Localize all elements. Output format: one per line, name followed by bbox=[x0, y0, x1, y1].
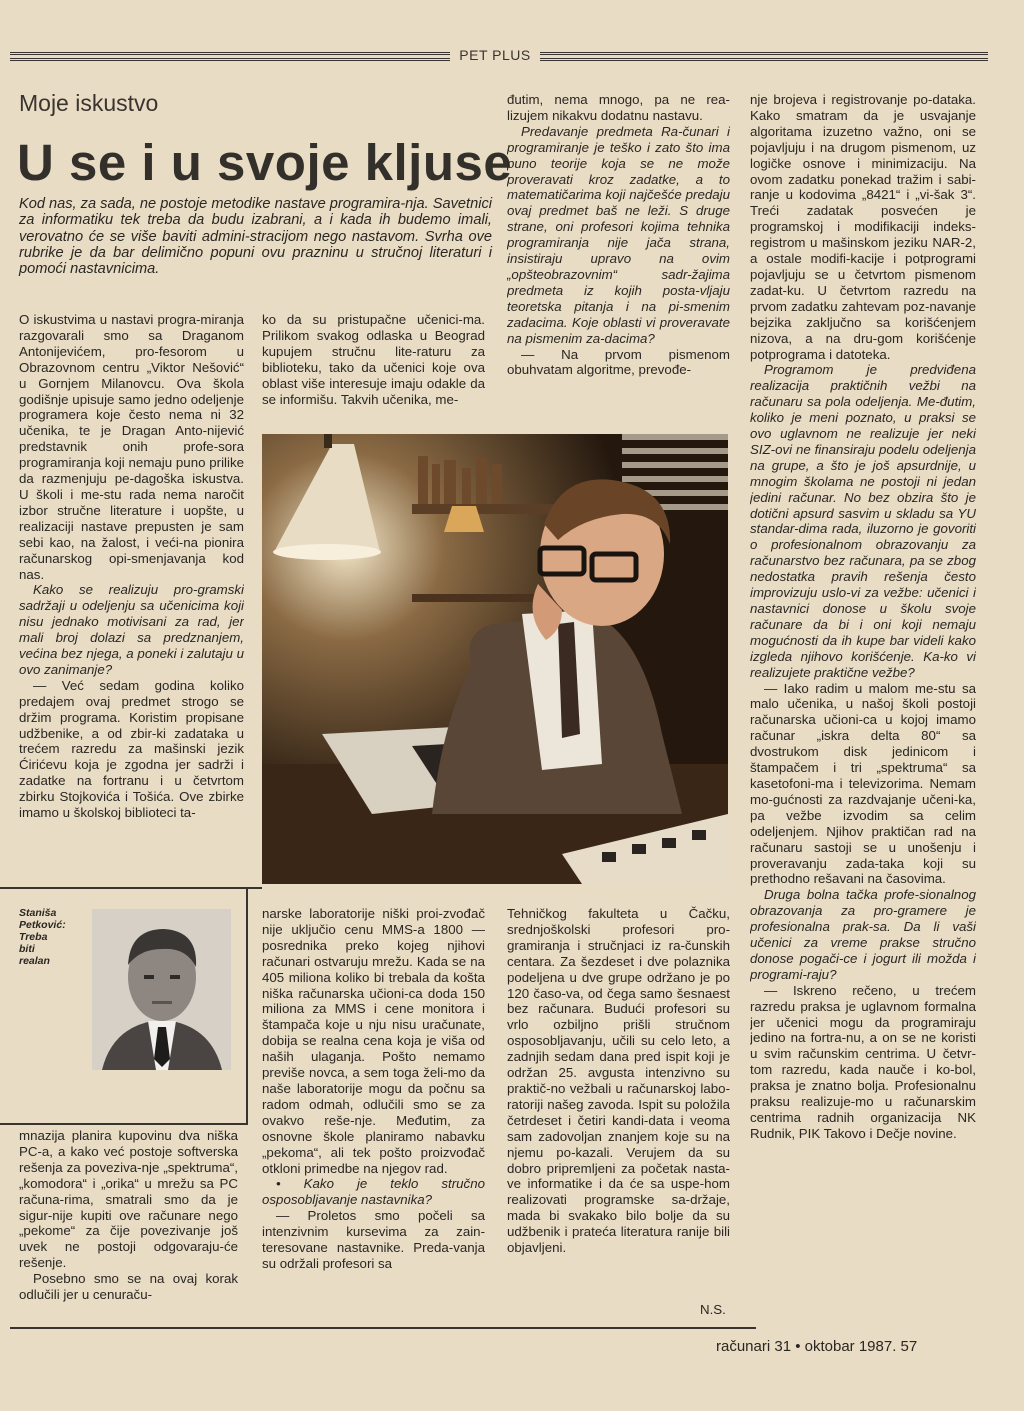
paragraph: Tehničkog fakulteta u Čačku, srednjoškolski profesori pro-gramiranja i stručnjaci iz ra-čunskih centara. Za šezdeset i dve polaznika podeljena u dve grupe održano je po 120 časo-va, od čega samo šesnaest bez računara. Budući profesori su vrlo ozbiljno prišli stručnom osposobljavanju, učili su celo leto, a zadnjih sedam dana pred ispit koji je održan 25. avgusta intenzivno su praktič-no vežbali u računarskoj labo-ratoriji našeg zavoda. Ispit su položila četrdeset i četiri kandi-data i veoma sam zadovoljan znanjem koje su na njemu po-kazali. Verujem da su dobro pripremljeni za početak nasta-ve informatike i da će sa uspe-hom realizovati programske sa-držaje, mada bi svakako bilo bolje da su udžbenik i prateća literatura ranije bili objavljeni. bbox=[507, 906, 730, 1256]
article-title: U se i u svoje kljuse bbox=[17, 134, 513, 191]
caption-line: Staniša bbox=[19, 907, 57, 919]
caption-line: Treba bbox=[19, 931, 48, 943]
column-3 bbox=[507, 92, 730, 432]
paragraph: Posebno smo se na ovaj korak odlučili jer u cenuraču- bbox=[19, 1271, 238, 1303]
portrait-photo bbox=[92, 909, 231, 1070]
column-1 bbox=[19, 312, 244, 884]
paragraph: — Na prvom pismenom obuhvatam algoritme, prevođe- bbox=[507, 346, 730, 378]
question: Programom je predviđena realizacija praktičnih vežbi na računaru sa pola odeljenja. Me-đutim, koliko je meni poznato, u praksi se ovo uglavnom ne realizuje jer neki SIZ-ovi ne finansiraju podelu odeljenja na grupe, a što je još apsurdnije, u mnogim školama ne postoji ni jedan jedini računar. No bez obzira što je dotični apsurd sasvim u skladu sa YU standar-dima rada, iluzorno je govoriti o profesionalnom obrazovanju za računarstvo bez računara, pa se zbog nedostatka pravih rešenja često improvizuju uslo-vi za vežbe: učenici i nastavnici donose u školu svoje računare da bi i oni koji nemaju mogućnosti da ih kupe bar videli kako izgleda njihovo korišćenje. Ka-ko vi realizujete praktične vežbe? bbox=[750, 362, 976, 680]
caption-line: Petković: bbox=[19, 919, 66, 931]
column-2 bbox=[262, 312, 485, 432]
question: Druga bolna tačka profe-sionalnog obrazovanja za pro-gramere je profesionalna prak-sa. Da li vaši učenici za vreme prakse stručno donose pogači-ce i jogurt ili možda i programi-raju? bbox=[750, 887, 976, 982]
question: Predavanje predmeta Ra-čunari i programiranje je teško i zato što ima puno teorije koja se ne može proveravati kroz zadatke, a to matematičarima koji najčešće predaju ovaj predmet baš ne leži. S druge strane, oni profesori kojima tehnika programiranja nije jača strana, insistiraju upravo na ovim „opšteobrazovnim“ sadr-žajima predmeta iz kojih posta-vljaju teoretska pitanja i na pi-smenim zadacima. Koje oblasti vi proveravate na pismenim za-dacima? bbox=[507, 123, 730, 346]
paragraph: — Proletos smo počeli sa intenzivnim kursevima za zain-teresovane nastavnike. Preda-vanja su održali profesori sa bbox=[262, 1208, 485, 1271]
question: Kako se realizuju pro-gramski sadržaji u odeljenju sa učenicima koji nisu jednako motivisani za rad, jer mali broj dolazi sa predznanjem, većina bez njega, a poneki i zalutaju u ovo zanimanje? bbox=[19, 582, 244, 677]
page-footer: računari 31 • oktobar 1987. 57 bbox=[716, 1338, 918, 1355]
question: • Kako je teklo stručno osposobljavanje nastavnika? bbox=[262, 1176, 485, 1208]
section-header: PET PLUS bbox=[459, 47, 531, 63]
caption-line: realan bbox=[19, 955, 50, 967]
paragraph: nje brojeva i registrovanje po-dataka. Kako smatram da je usvajanje algoritama izuzetno važno, oni se pojavljuju i na drugom pismenom, uz logičke osnove i minimizaciju. Na ovom zadatku ponekad tražim i sabi-ranje u kodovima „8421“ i „vi-šak 3“. Treći zadatak posvećen je programskoj i modifikaciji indeks-registrom u mašinskom jeziku NAR-2, a ostale modifi-kacije i potprogrami pojavljuju se u četvrtom pismenom zadat-ku. U četvrtom razredu na prvom zadatku zahtevam poz-navanje bejzika zaključno sa korišćenjem nizova, a na dru-gom korišćenje potprograma i datoteka. bbox=[750, 92, 976, 362]
article-kicker: Moje iskustvo bbox=[19, 90, 159, 116]
author-signature: N.S. bbox=[700, 1302, 726, 1317]
paragraph: O iskustvima u nastavi progra-miranja razgovarali smo sa Draganom Antonijevićem, pro-fesorom u Obrazovnom centru „Viktor Nešović“ u Gornjem Milanovcu. Ova škola godišnje upisuje samo jedno odeljenje programera koje često nema ni 32 učenika, te je Dragan Anto-nijević predstavnik onih profe-sora programiranja koji nemaju puno prilike da razmenjuju pe-dagoška iskustva. U školi i me-stu rada nema naročit izbor stručne literature i uopšte, u realizaciji nastave prepusten je sam sebi kao, na žalost, i veći-na pionira računarskog opi-smenjavanja kod nas. bbox=[19, 312, 244, 582]
paragraph: ko da su pristupačne učenici-ma. Prilikom svakog odlaska u Beograd kupujem stručnu lite-raturu za biblioteku, tako da učenici koje ova oblast više interesuje imaju odakle da se informišu. Takvih učenika, me- bbox=[262, 312, 485, 407]
caption-line: biti bbox=[19, 943, 35, 955]
paragraph: — Već sedam godina koliko predajem ovaj predmet strogo se držim programa. Koristim propisane udžbenike, a od zbir-ki zadataka u trećem razredu za mašinski jezik Ćirićevu koja je zgodna jer sadrži i zadatke na fortranu i u četvrtom zbirku Stojkovića i Tošića. Ove zbirke imamo u školskoj biblioteci ta- bbox=[19, 677, 244, 821]
column-4 bbox=[750, 92, 976, 1330]
photo-caption bbox=[19, 907, 89, 967]
box-rule-top bbox=[0, 887, 262, 889]
photo-illustration bbox=[262, 434, 728, 884]
box-rule-right bbox=[246, 889, 248, 1123]
column-3-bottom bbox=[507, 906, 730, 1302]
paragraph: mnazija planira kupovinu dva niška PC-a, a kako već postoje softverska rešenja za poveziva-nje „spektruma“, „komodora“ i „orika“ u mrežu sa PC računa-rima, smatrali smo da je sigur-nije kupiti ove računare nego „pekome“ za čije povezivanje još uvek ne postoji odgovaraju-će rešenje. bbox=[19, 1128, 238, 1271]
portrait-illustration bbox=[92, 909, 231, 1070]
header-rule-right bbox=[540, 52, 988, 61]
box-rule-bottom bbox=[0, 1123, 248, 1125]
header-rule-left bbox=[10, 52, 450, 61]
photo-boy-at-computer bbox=[262, 434, 728, 884]
column-1-bottom bbox=[19, 1128, 238, 1324]
paragraph: đutim, nema mnogo, pa ne rea-lizujem nikakvu dodatnu nastavu. bbox=[507, 92, 730, 123]
paragraph: — Iako radim u malom me-stu sa malo učenika, u našoj školi postoji računarska učioni-ca u kojoj imamo računar „iskra delta 80“ sa dvostrukom disk jedinicom i štampačem i tri „spektruma“ sa kasetofoni-ma i televizorima. Nemam mo-gućnosti za razdvajanje učeni-ka, pa vežbe izvodim sa celim odeljenjem. Njihov praktičan rad na računaru sastoji se u unošenju i proveravanju zada-taka koji su prethodno rešavani na časovima. bbox=[750, 680, 976, 887]
bottom-rule bbox=[10, 1327, 756, 1329]
paragraph: narske laboratorije niški proi-zvođač nije uključio cenu MMS-a 1800 — posrednika preko kojeg njihovi računari ostvaruju mrežu. Kada se na 405 miliona koliko bi trebala da košta niška računarska učioni-ca doda 150 miliona za MMS i cene monitora i štampača koje u nju nisu uračunate, dobija se realna cena koja je viša od naših ulaganja. Pošto nemamo previše novca, a sem toga želi-mo da naše laboratorije mogu da počnu sa radom odmah, odlučili smo se za ovakvo reše-nje. Međutim, za osnovne škole planiramo nabavku „pekoma“, ali tek pošto proizvođač otkloni primedbe na njegov rad. bbox=[262, 906, 485, 1176]
article-lead: Kod nas, za sada, ne postoje metodike nastave programira-nja. Savetnici za informatiku tek treba da budu izabrani, a i kada ih budemo imali, verovatno će se više baviti admini-stracijom nego nastavom. Svrha ove rubrike je da bar delimično popuni ovu prazninu u stručnoj literaturi i pomoći nastavnicima. bbox=[19, 196, 492, 278]
column-2-bottom bbox=[262, 906, 485, 1326]
paragraph: — Iskreno rečeno, u trećem razredu praksa je uglavnom formalna jer učenici mogu da programiraju jedino na fortra-nu, a on se ne koristi u svim računskim centrima. U četvr-tom razredu, kada nauče i ko-bol, praksa je znatno bolja. Profesionalnu praksu realizuje-mo u računarskim centrima radnih organizacija NK Rudnik, PIK Takovo i Dečje novine. bbox=[750, 982, 976, 1141]
